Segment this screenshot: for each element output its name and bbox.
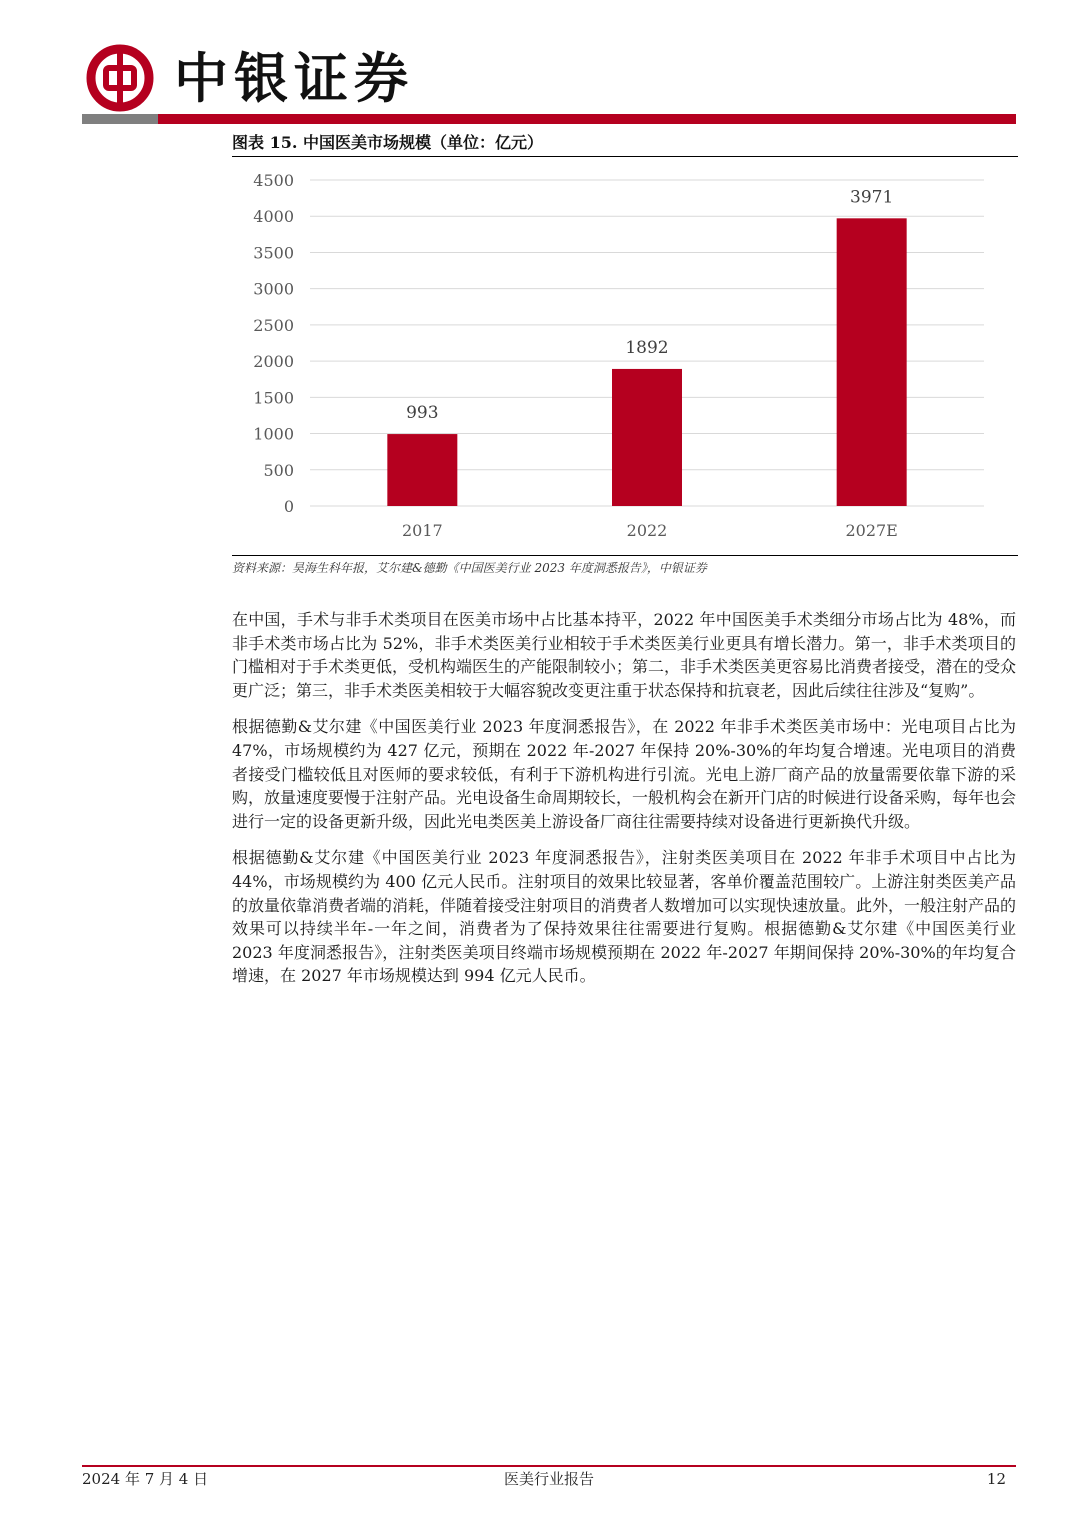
brand-name: 中银证券 <box>174 46 414 110</box>
y-tick-label: 0 <box>283 497 294 516</box>
header-divider <box>82 114 1016 124</box>
chart-y-ticks <box>253 171 294 516</box>
y-tick-label: 1500 <box>253 388 294 408</box>
y-tick-label: 4000 <box>253 207 294 227</box>
bar-2022 <box>612 369 682 506</box>
x-tick-label: 2017 <box>401 521 443 540</box>
y-tick-label: 1000 <box>253 424 294 444</box>
figure-bottom-rule <box>232 555 1018 556</box>
body-text <box>232 608 1016 1001</box>
page-number: 12 <box>986 1470 1006 1488</box>
bar-2017 <box>387 434 457 506</box>
market-size-bar-chart <box>232 160 1018 552</box>
footer-rule <box>82 1465 1016 1467</box>
y-tick-label: 500 <box>263 460 294 480</box>
y-tick-label: 4500 <box>253 171 294 190</box>
data-label: 993 <box>406 403 439 424</box>
y-tick-label: 3500 <box>253 243 294 263</box>
figure-top-rule <box>232 156 1018 157</box>
figure-title: 图表 15. 中国医美市场规模（单位：亿元） <box>232 133 543 152</box>
y-tick-label: 3000 <box>253 279 294 299</box>
figure-source: 资料来源：昊海生科年报，艾尔建&德勤《中国医美行业 2023 年度洞悉报告》，中银证券 <box>232 561 707 575</box>
paragraph: 根据德勤&艾尔建《中国医美行业 2023 年度洞悉报告》，注射类医美项目在 2022 年非手术项目中占比为 44%，市场规模约为 400 亿元人民币。注射项目的效果比较显著，客单价覆盖范围较广。上游注射类医美产品的放量依靠消费者端的消耗，伴随着接受注射项目的消费者人数增加可以实现快速放量。此外，一般注射产品的效果可以持续半年-一年之间，消费者为了保持效果往往需要进行复购。根据德勤&艾尔建《中国医美行业 2023 年度洞悉报告》，注射类医美项目终端市场规模预期在 2022 年-2027 年期间保持 20%-30%的年均复合增速，在 2027 年市场规模达到 994 亿元人民币。 <box>232 848 1017 986</box>
chart-x-ticks <box>402 521 898 540</box>
y-tick-label: 2500 <box>253 315 294 335</box>
data-label: 1892 <box>625 337 669 358</box>
footer-title: 医美行业报告 <box>503 1470 594 1488</box>
chart-bars <box>387 218 906 506</box>
x-tick-label: 2022 <box>626 521 668 540</box>
bank-of-china-logo-icon <box>86 44 154 112</box>
x-tick-label: 2027E <box>845 521 898 540</box>
paragraph: 根据德勤&艾尔建《中国医美行业 2023 年度洞悉报告》，在 2022 年非手术类医美市场中：光电项目占比为 47%，市场规模约为 427 亿元，预期在 2022 年-2027 年保持 20%-30%的年均复合增速。光电项目的消费者接受门槛较低且对医师的要求较低，有利于下游机构进行引流。光电上游厂商产品的放量需要依靠下游的采购，放量速度要慢于注射产品。光电设备生命周期较长，一般机构会在新开门店的时候进行设备采购，每年也会进行一定的设备更新升级，因此光电类医美上游设备厂商往往需要持续对设备进行更新换代升级。 <box>232 717 1017 831</box>
page-footer <box>82 1468 1016 1490</box>
y-tick-label: 2000 <box>253 352 294 372</box>
footer-date: 2024 年 7 月 4 日 <box>82 1470 209 1488</box>
data-label: 3971 <box>850 187 894 208</box>
bar-2027E <box>837 218 907 506</box>
paragraph: 在中国，手术与非手术类项目在医美市场中占比基本持平，2022 年中国医美手术类细分市场占比为 48%，而非手术类市场占比为 52%，非手术类医美行业相较于手术类医美行业更具有增长潜力。第一，非手术类项目的门槛相对于手术类更低，受机构端医生的产能限制较小；第二，非手术类医美更容易比消费者接受，潜在的受众更广泛；第三，非手术类医美相较于大幅容貌改变更注重于状态保持和抗衰老，因此后续往往涉及“复购”。 <box>232 610 1017 700</box>
